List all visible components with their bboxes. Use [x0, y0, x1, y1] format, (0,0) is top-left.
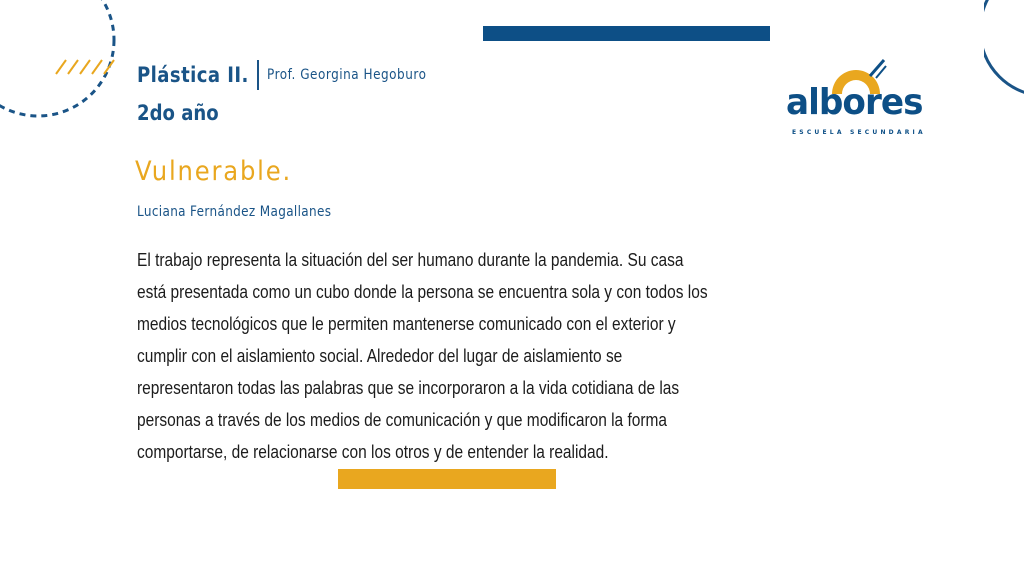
artwork-author: Luciana Fernández Magallanes — [137, 204, 332, 220]
circle-decoration — [984, 0, 1024, 110]
school-year: 2do año — [137, 101, 219, 125]
description-line: está presentada como un cubo donde la persona se encuentra sola y con todos los — [137, 282, 708, 302]
logo-subtitle: ESCUELA SECUNDARIA — [792, 129, 926, 136]
description-line: medios tecnológicos que le permiten mantenerse comunicado con el exterior y — [137, 314, 676, 334]
header-divider — [257, 60, 259, 90]
description-line: El trabajo representa la situación del ser humano durante la pandemia. Su casa — [137, 250, 684, 270]
blue-accent-bar — [483, 26, 770, 41]
yellow-accent-bar — [338, 469, 556, 489]
description-line: representaron todas las palabras que se incorporaron a la vida cotidiana de las — [137, 378, 680, 398]
artwork-description — [137, 244, 773, 468]
course-header — [137, 60, 452, 90]
school-logo — [786, 56, 926, 140]
artwork-title: Vulnerable. — [135, 156, 293, 187]
description-line: cumplir con el aislamiento social. Alrededor del lugar de aislamiento se — [137, 346, 623, 366]
professor-name: Prof. Georgina Hegoburo — [267, 67, 427, 83]
course-title: Plástica II. — [137, 63, 249, 87]
description-line: personas a través de los medios de comunicación y que modificaron la forma — [137, 410, 668, 430]
dashed-circle-decoration — [0, 0, 140, 120]
logo-wordmark: albores — [786, 82, 923, 123]
description-line: comportarse, de relacionarse con los otros y de entender la realidad. — [137, 442, 609, 462]
